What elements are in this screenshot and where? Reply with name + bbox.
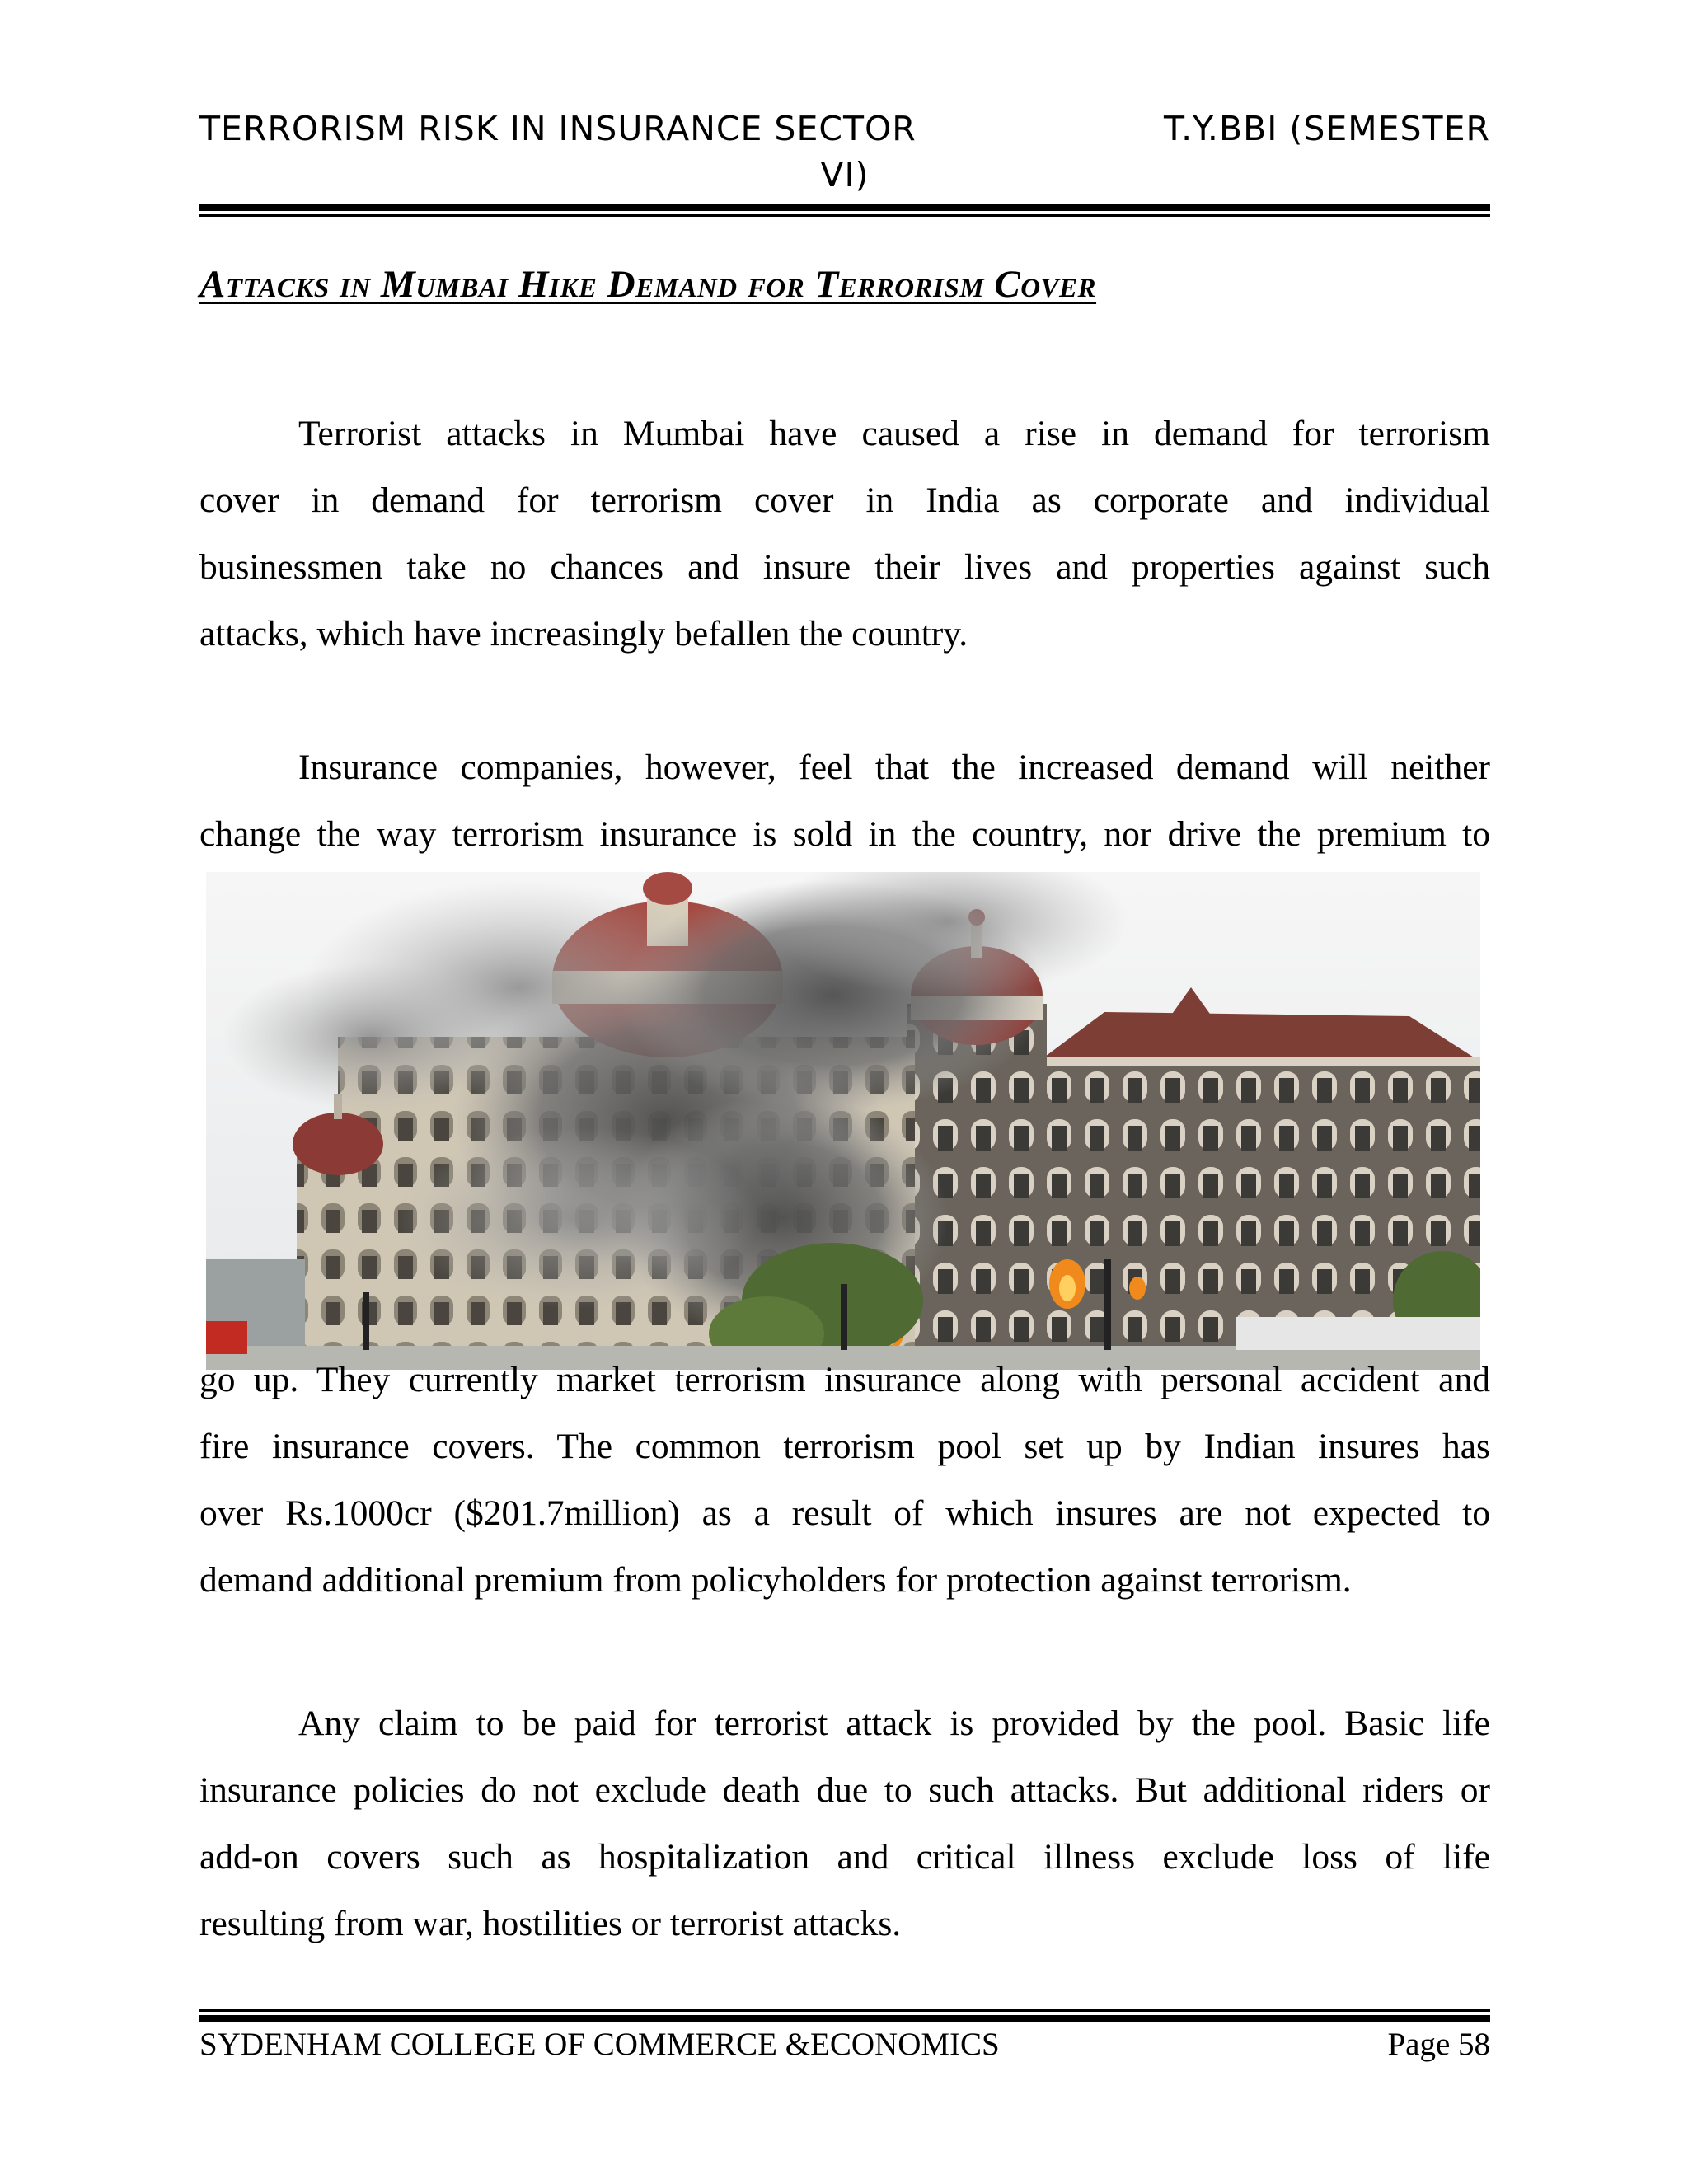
footer-college-name: SYDENHAM COLLEGE OF COMMERCE &ECONOMICS [199,2027,1000,2062]
paragraph-line: resulting from war, hostilities or terrorist attacks. [199,1904,902,1943]
page-number: Page 58 [1387,2027,1490,2062]
paragraph-line: Any claim to be paid for terrorist attack is provided by the pool. Basic life [298,1704,1490,1743]
section-title: Attacks in Mumbai Hike Demand for Terrorism Cover [199,263,1097,306]
paragraph-line: Terrorist attacks in Mumbai have caused a rise in demand for terrorism [298,414,1490,453]
header-rule [199,204,1490,217]
paragraph-2-end [199,1347,1490,1614]
paragraph-line: Insurance companies, however, feel that the increased demand will neither [298,748,1490,787]
paragraph-line: go up. They currently market terrorism insurance along with personal accident and [199,1360,1490,1399]
header-right-text: T.Y.BBI (SEMESTER [1163,109,1490,148]
paragraph-line: fire insurance covers. The common terrorism pool set up by Indian insures has [199,1427,1490,1466]
paragraph-line: over Rs.1000cr ($201.7million) as a result of which insures are not expected to [199,1493,1490,1533]
header-left-text: TERRORISM RISK IN INSURANCE SECTOR [199,109,917,148]
paragraph-1 [199,401,1490,668]
paragraph-line: businessmen take no chances and insure their lives and properties against such [199,547,1490,587]
paragraph-line: attacks, which have increasingly befallen the country. [199,614,968,654]
paragraph-line: change the way terrorism insurance is sold in the country, nor drive the premium to [199,814,1490,854]
footer-rule [199,2009,1490,2022]
paragraph-line: cover in demand for terrorism cover in India as corporate and individual [199,480,1490,520]
paragraph-line: add-on covers such as hospitalization and critical illness exclude loss of life [199,1837,1490,1877]
paragraph-line: insurance policies do not exclude death due to such attacks. But additional riders or [199,1770,1490,1810]
paragraph-line: demand additional premium from policyholders for protection against terrorism. [199,1560,1352,1600]
paragraph-3 [199,1690,1490,1957]
header-continuation-text: VI) [820,155,870,194]
paragraph-2-start [199,734,1490,868]
burning-hotel-photo [206,872,1480,1370]
